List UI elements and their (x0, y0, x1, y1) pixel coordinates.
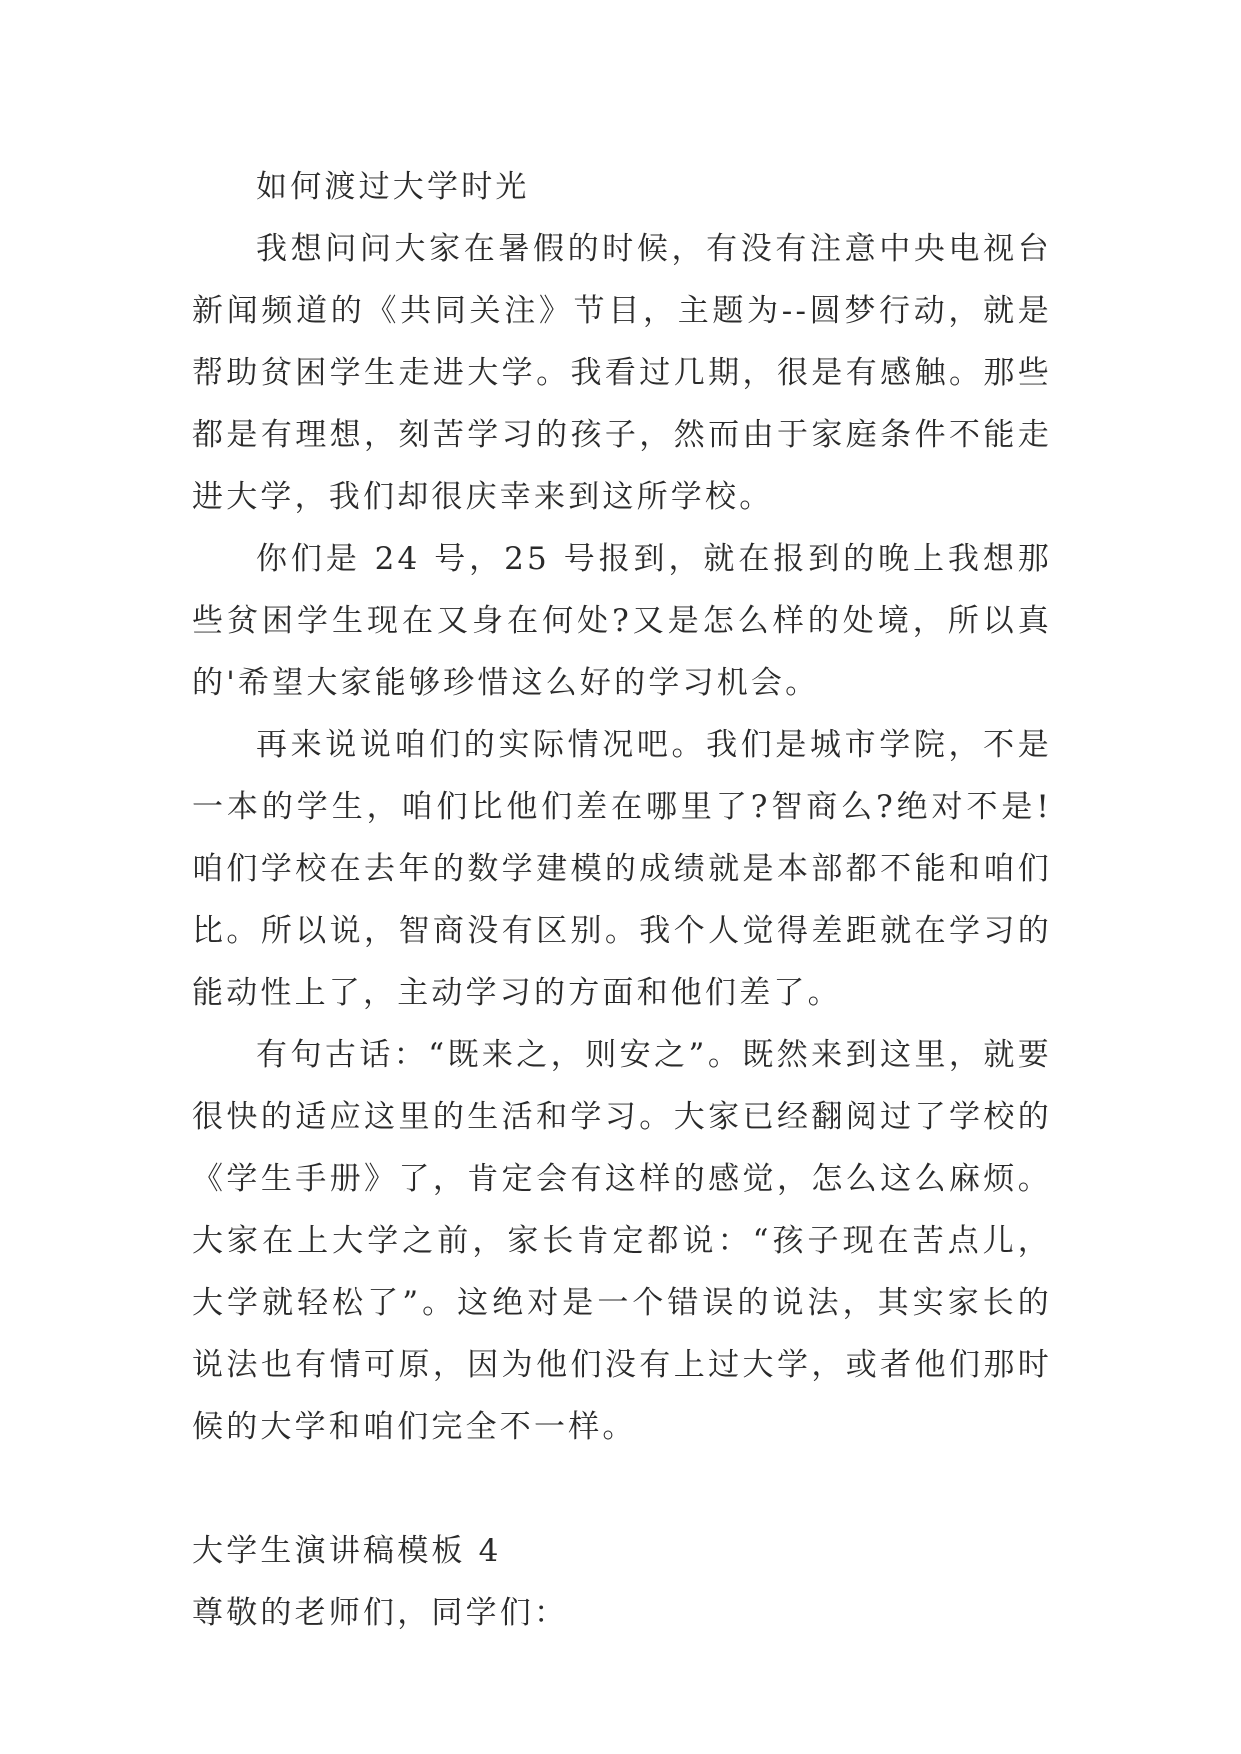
blank-line (192, 1458, 1052, 1520)
document-title: 如何渡过大学时光 (256, 169, 530, 205)
paragraph-3: 再来说说咱们的实际情况吧。我们是城市学院，不是一本的学生，咱们比他们差在哪里了?智商么?绝对不是!咱们学校在去年的数学建模的成绩就是本部都不能和咱们比。所以说，智商没有区别。我个人觉得差距就在学习的能动性上了，主动学习的方面和他们差了。 (192, 727, 1052, 1011)
section-heading: 大学生演讲稿模板 4 (192, 1533, 502, 1569)
paragraph-2: 你们是 24 号，25 号报到，就在报到的晚上我想那些贫困学生现在又身在何处?又是怎么样的处境，所以真的'希望大家能够珍惜这么好的学习机会。 (192, 541, 1052, 701)
paragraph-1: 我想问问大家在暑假的时候，有没有注意中央电视台新闻频道的《共同关注》节目，主题为--圆梦行动，就是帮助贫困学生走进大学。我看过几期，很是有感触。那些都是有理想，刻苦学习的孩子，然而由于家庭条件不能走进大学，我们却很庆幸来到这所学校。 (192, 231, 1052, 515)
salutation: 尊敬的老师们，同学们： (192, 1595, 569, 1631)
paragraph-4: 有句古话：“既来之，则安之”。既然来到这里，就要很快的适应这里的生活和学习。大家已经翻阅过了学校的《学生手册》了，肯定会有这样的感觉，怎么这么麻烦。大家在上大学之前，家长肯定都说：“孩子现在苦点儿，大学就轻松了”。这绝对是一个错误的说法，其实家长的说法也有情可原，因为他们没有上过大学，或者他们那时候的大学和咱们完全不一样。 (192, 1037, 1052, 1445)
document-body (192, 156, 1052, 1644)
